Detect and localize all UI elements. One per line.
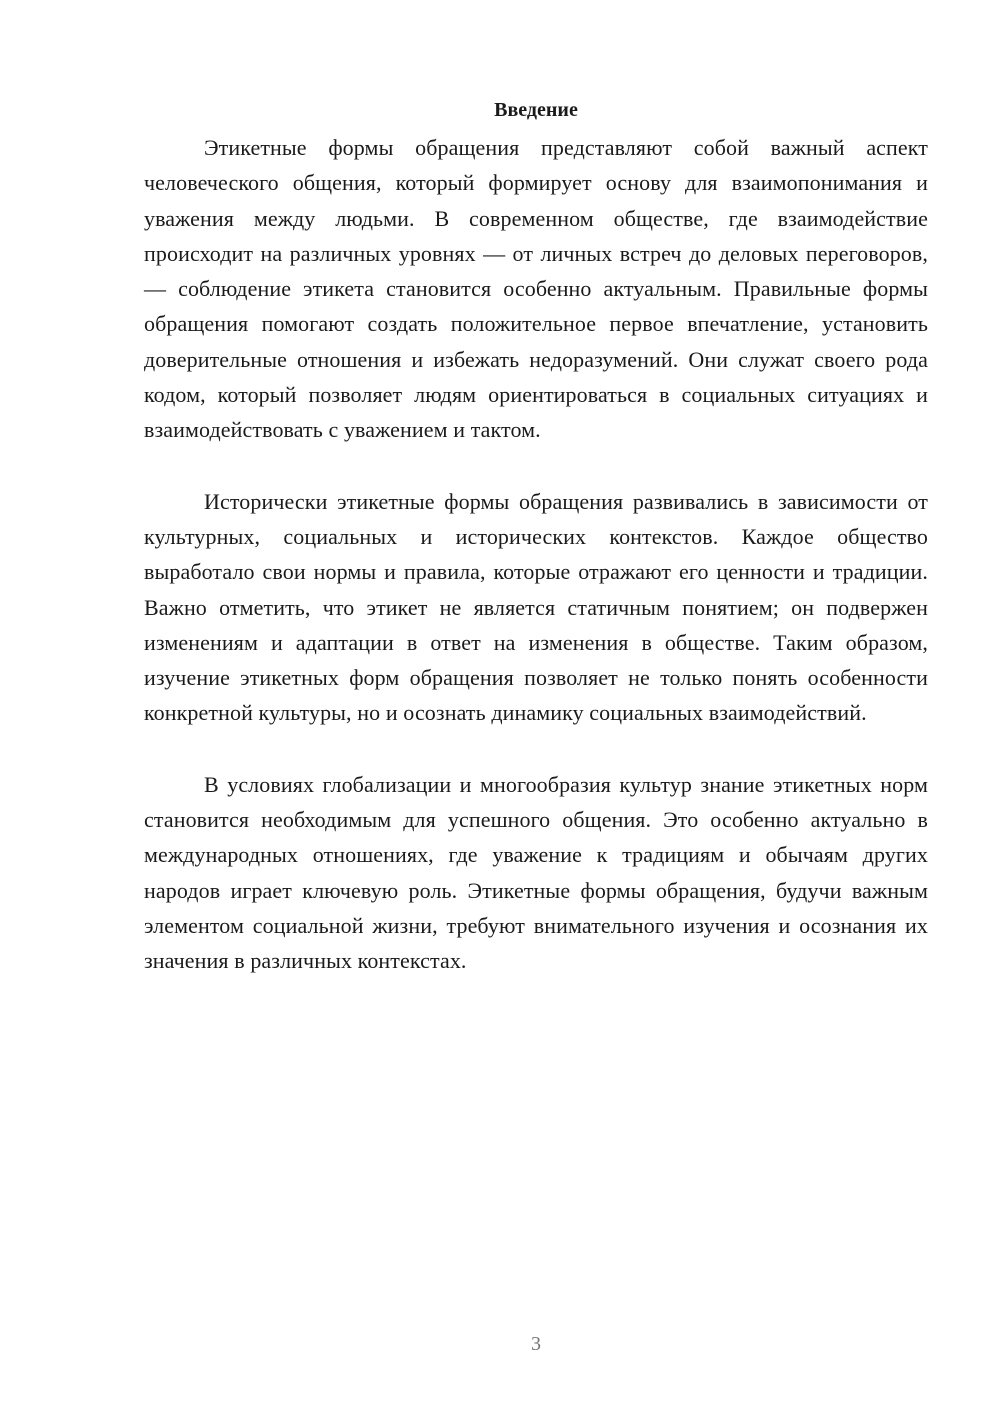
paragraph-2: Исторически этикетные формы обращения развивались в зависимости от культурных, социальных и исторических контекстов. Каждое общество выработало свои нормы и правила, которые отражают его ценности и традиции. Важно отметить, что этикет не является статичным понятием; он подвержен изменениям и адаптации в ответ на изменения в обществе. Таким образом, изучение этикетных форм обращения позволяет не только понять особенности конкретной культуры, но и осознать динамику социальных взаимодействий. [144,488,928,726]
page-number: 3 [531,1333,541,1355]
paragraph-3: В условиях глобализации и многообразия культур знание этикетных норм становится необходимым для успешного общения. Это особенно актуально в международных отношениях, где уважение к традициям и обычаям других народов играет ключевую роль. Этикетные формы обращения, будучи важным элементом социальной жизни, требуют внимательного изучения и осознания их значения в различных контекстах. [144,771,928,974]
section-heading: Введение [494,99,578,121]
page-content [144,94,928,979]
paragraph-1: Этикетные формы обращения представляют собой важный аспект человеческого общения, который формирует основу для взаимопонимания и уважения между людьми. В современном обществе, где взаимодействие происходит на различных уровнях — от личных встреч до деловых переговоров, — соблюдение этикета становится особенно актуальным. Правильные формы обращения помогают создать положительное первое впечатление, установить доверительные отношения и избежать недоразумений. Они служат своего рода кодом, который позволяет людям ориентироваться в социальных ситуациях и взаимодействовать с уважением и тактом. [144,135,928,443]
